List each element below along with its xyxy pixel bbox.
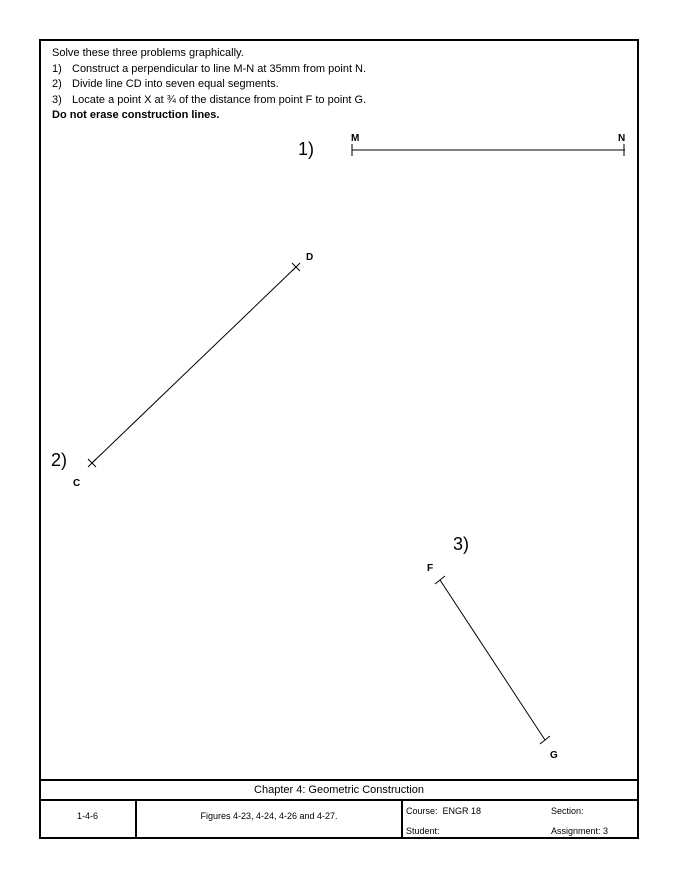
- student-field: [406, 826, 440, 836]
- instruction-text: Divide line CD into seven equal segments.: [72, 78, 279, 90]
- label-g: G: [550, 750, 558, 761]
- assignment-field: [551, 826, 608, 836]
- label-n: N: [618, 133, 626, 144]
- assignment-label: Assignment:: [551, 826, 601, 836]
- instruction-number: 2): [52, 78, 62, 90]
- instruction-text: Locate a point X at ¾ of the distance from point F to point G.: [72, 93, 367, 106]
- section-label: Section:: [551, 806, 584, 816]
- label-f: F: [427, 563, 434, 574]
- tick-f: [435, 576, 445, 584]
- problem-1-number: 1): [298, 139, 315, 159]
- instruction-text: Construct a perpendicular to line M-N at 35mm from point N.: [72, 62, 367, 75]
- student-label: Student:: [406, 826, 440, 836]
- figures-reference: Figures 4-23, 4-24, 4-26 and 4-27.: [200, 811, 338, 821]
- chapter-title: Chapter 4: Geometric Construction: [254, 784, 424, 796]
- line-c-d: [92, 267, 296, 463]
- assignment-value: 3: [603, 826, 609, 836]
- problem-3-number: 3): [453, 534, 470, 554]
- line-f-g: [440, 580, 545, 740]
- instruction-number: 3): [52, 93, 62, 106]
- problem-2-number: 2): [51, 450, 68, 470]
- course-field: [406, 806, 481, 816]
- instructions-warning: Do not erase construction lines.: [52, 109, 220, 121]
- title-block-divider: [401, 800, 403, 839]
- section-field: [551, 806, 584, 816]
- course-value: ENGR 18: [442, 806, 482, 816]
- drawing-number: 1-4-6: [76, 811, 98, 821]
- course-label: Course:: [406, 806, 438, 816]
- title-block-mid-rule: [40, 799, 638, 801]
- instructions-intro: Solve these three problems graphically.: [52, 47, 244, 59]
- tick-g: [540, 736, 550, 744]
- label-c: C: [73, 478, 81, 489]
- label-m: M: [351, 133, 360, 144]
- instruction-number: 1): [52, 62, 62, 75]
- label-d: D: [306, 252, 314, 263]
